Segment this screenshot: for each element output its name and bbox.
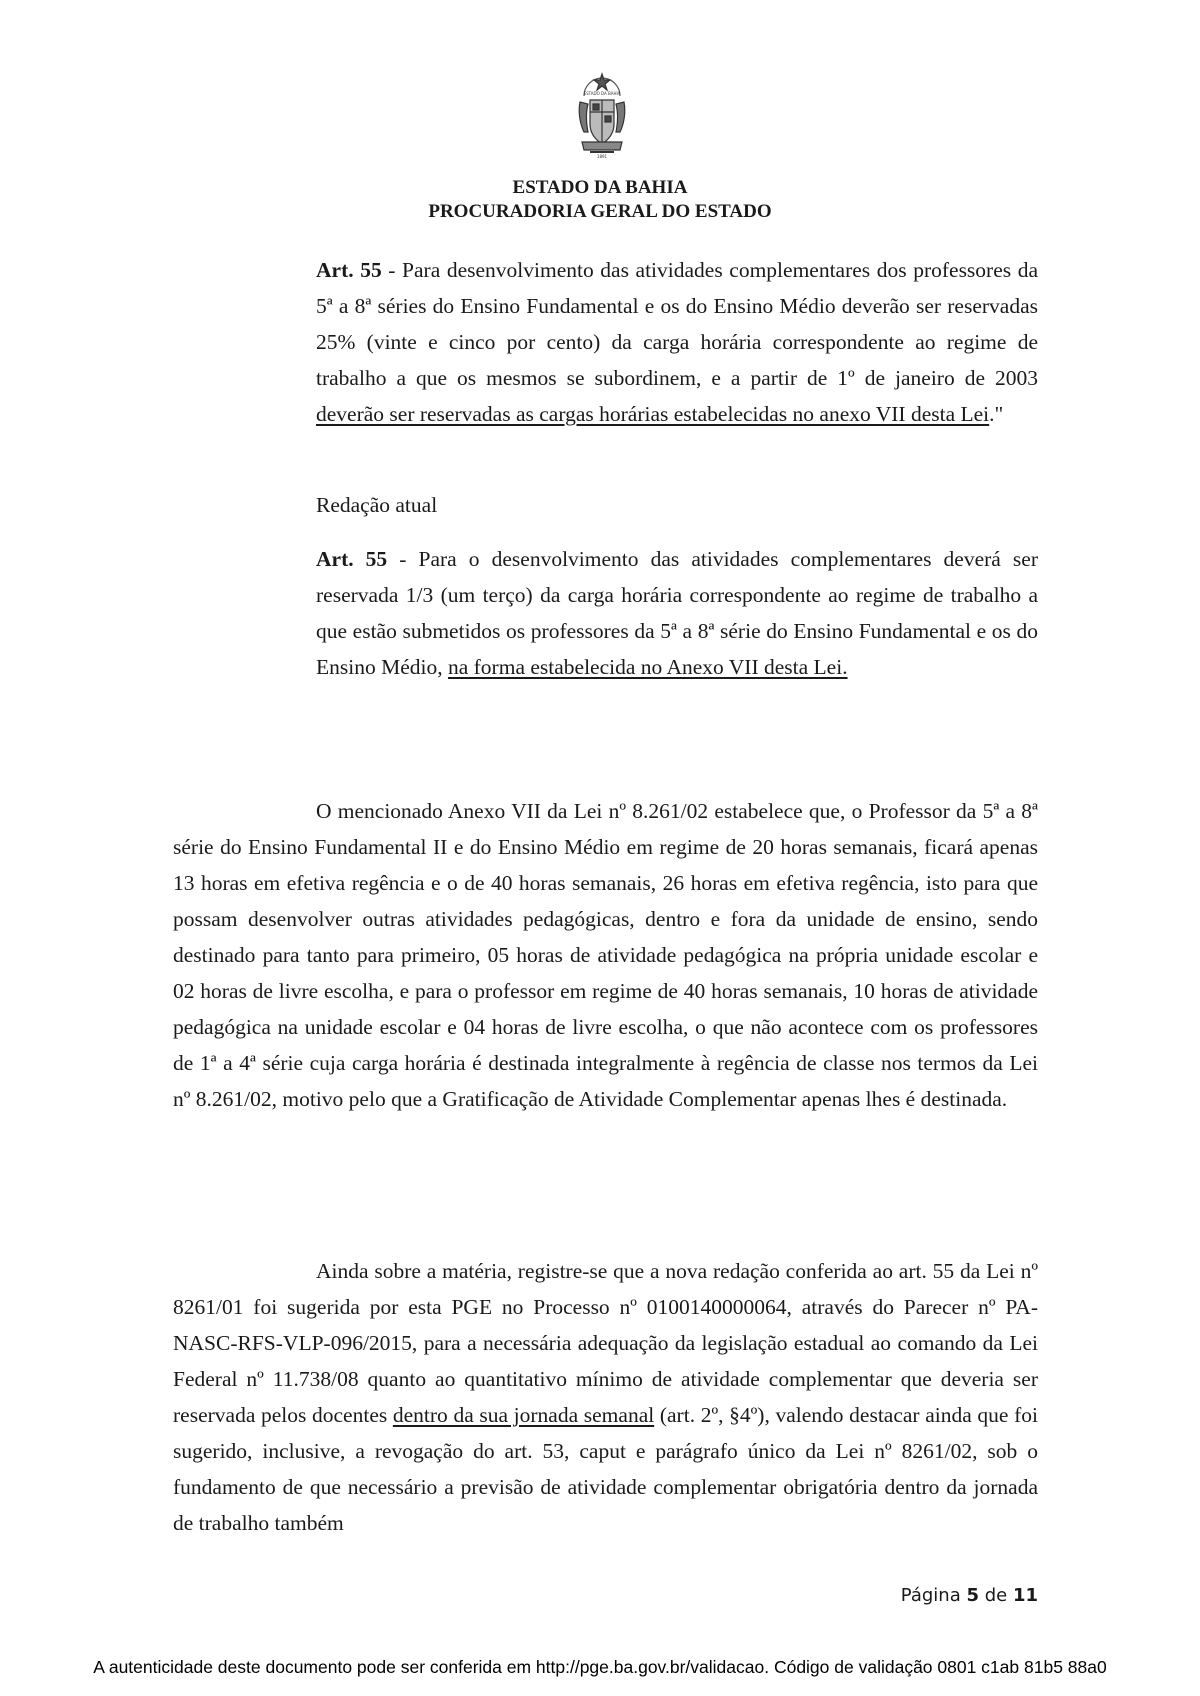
- header-agency-name: PROCURADORIA GERAL DO ESTADO: [428, 201, 772, 222]
- svg-text:1891: 1891: [596, 154, 608, 159]
- paragraph-underlined-text: dentro da sua jornada semanal: [392, 1403, 655, 1427]
- paragraph-text-end: (art. 2º, §4º), valendo destacar ainda que foi sugerido, inclusive, a revogação do art. 53, caput e parágrafo único da Lei nº 8261/02, sob o fundamento de que necessário a previsão de atividade complementar obrigatória dentro da jornada de trabalho também: [173, 1403, 1038, 1535]
- art-label: Art. 55: [316, 258, 382, 282]
- current-wording-label: Redação atual: [316, 493, 438, 517]
- quote-text-end: .": [989, 402, 1004, 426]
- quote-text: - Para desenvolvimento das atividades complementares dos professores da 5ª a 8ª séries do Ensino Fundamental e os do Ensino Médio deverão ser reservadas 25% (vinte e cinco por cento) da carga horária correspondente ao regime de trabalho a que os mesmos se subordinem, e a partir de 1º de janeiro de 2003: [316, 258, 1038, 390]
- page-number: Página 5 de 11: [900, 1585, 1038, 1606]
- header-state-name: ESTADO DA BAHIA: [512, 177, 688, 198]
- authenticity-footer: A autenticidade deste documento pode ser conferida em http://pge.ba.gov.br/validacao. Código de validação 0801 c1ab 81b5 88a0: [93, 1657, 1107, 1677]
- quote-underlined-text: na forma estabelecida no Anexo VII desta Lei.: [447, 655, 848, 679]
- paragraph-text: Ainda sobre a matéria, registre-se que a nova redação conferida ao art. 55 da Lei nº 8261/01 foi sugerida por esta PGE no Processo nº 0100140000064, através do Parecer nº PA-NASC-RFS-VLP-096/2015, para a necessária adequação da legislação estadual ao comando da Lei Federal nº 11.738/08 quanto ao quantitativo mínimo de atividade complementar que deveria ser reservada pelos docentes: [173, 1259, 1038, 1427]
- quote-current-art-55: [316, 541, 1038, 685]
- quote-previous-art-55: [316, 252, 1038, 432]
- svg-text:ESTADO DA BAHIA: ESTADO DA BAHIA: [583, 91, 621, 96]
- body-paragraph-pge-opinion: [173, 1253, 1038, 1541]
- quote-text: - Para o desenvolvimento das atividades complementares deverá ser reservada 1/3 (um terço) da carga horária correspondente ao regime de trabalho a que estão submetidos os professores da 5ª a 8ª série do Ensino Fundamental e os do Ensino Médio,: [316, 547, 1038, 679]
- current-page: 5: [966, 1585, 979, 1606]
- art-label: Art. 55: [316, 547, 388, 571]
- total-pages: 11: [1012, 1585, 1038, 1606]
- body-paragraph-annex-vii: O mencionado Anexo VII da Lei nº 8.261/02 estabelece que, o Professor da 5ª a 8ª série do Ensino Fundamental II e do Ensino Médio em regime de 20 horas semanais, ficará apenas 13 horas em efetiva regência e o de 40 horas semanais, 26 horas em efetiva regência, isto para que possam desenvolver outras atividades pedagógicas, dentro e fora da unidade de ensino, sendo destinado para tanto para primeiro, 05 horas de atividade pedagógica na própria unidade escolar e 02 horas de livre escolha, e para o professor em regime de 40 horas semanais, 10 horas de atividade pedagógica na unidade escolar e 04 horas de livre escolha, o que não acontece com os professores de 1ª a 4ª série cuja carga horária é destinada integralmente à regência de classe nos termos da Lei nº 8.261/02, motivo pelo que a Gratificação de Atividade Complementar apenas lhes é destinada.: [173, 799, 1038, 1111]
- bahia-state-coat-of-arms-icon: [574, 72, 630, 160]
- quote-underlined-text: deverão ser reservadas as cargas horárias estabelecidas no anexo VII desta Lei: [316, 402, 990, 426]
